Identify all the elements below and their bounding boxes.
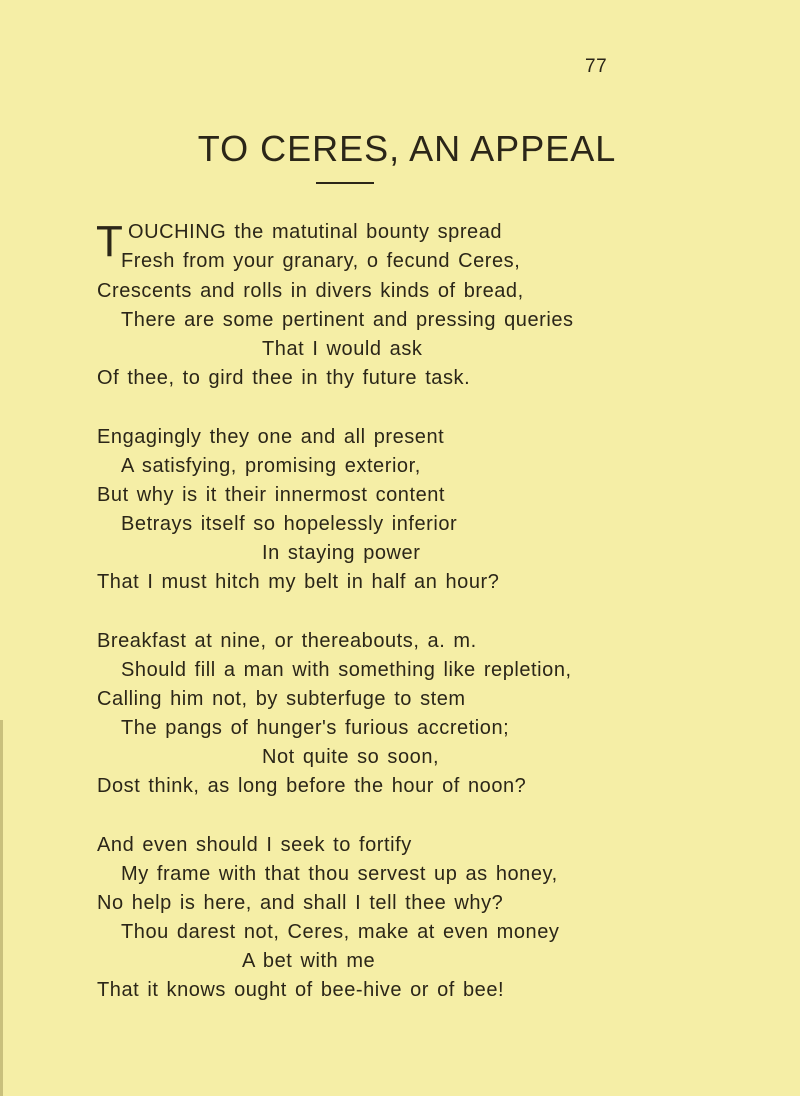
poem-line: In staying power bbox=[262, 542, 421, 564]
poem-line: OUCHING the matutinal bounty spread bbox=[128, 221, 503, 243]
poem-line: Should fill a man with something like repletion, bbox=[121, 659, 572, 681]
poem-line: Betrays itself so hopelessly inferior bbox=[121, 513, 458, 535]
page-number: 77 bbox=[585, 56, 608, 77]
poem-line: There are some pertinent and pressing queries bbox=[121, 309, 574, 331]
poem-line: Thou darest not, Ceres, make at even money bbox=[121, 921, 560, 943]
poem-line: That I must hitch my belt in half an hour? bbox=[97, 571, 500, 593]
poem-line: That I would ask bbox=[262, 338, 423, 360]
page-edge-shadow bbox=[0, 720, 3, 1096]
poem-line: And even should I seek to fortify bbox=[97, 834, 412, 856]
poem-line: Breakfast at nine, or thereabouts, a. m. bbox=[97, 630, 477, 652]
poem-line: But why is it their innermost content bbox=[97, 484, 446, 506]
poem-title: TO CERES, AN APPEAL bbox=[197, 128, 617, 169]
drop-cap: T bbox=[96, 217, 123, 266]
poem-line: A satisfying, promising exterior, bbox=[121, 455, 421, 477]
poem-line: Fresh from your granary, o fecund Ceres, bbox=[121, 250, 521, 272]
poem-line: Engagingly they one and all present bbox=[97, 426, 445, 448]
poem-line: Crescents and rolls in divers kinds of bread, bbox=[97, 280, 524, 302]
poem-line: That it knows ought of bee-hive or of bee! bbox=[97, 979, 505, 1001]
poem-line: The pangs of hunger's furious accretion; bbox=[121, 717, 510, 739]
poem-line: A bet with me bbox=[242, 950, 376, 972]
poem-line: Not quite so soon, bbox=[262, 746, 440, 768]
poem-line: Dost think, as long before the hour of noon? bbox=[97, 775, 527, 797]
poem-line: Calling him not, by subterfuge to stem bbox=[97, 688, 466, 710]
poem-line: No help is here, and shall I tell thee why? bbox=[97, 892, 504, 914]
poem-line: Of thee, to gird thee in thy future task. bbox=[97, 367, 471, 389]
poem-line: My frame with that thou servest up as honey, bbox=[121, 863, 558, 885]
title-divider bbox=[316, 182, 374, 184]
